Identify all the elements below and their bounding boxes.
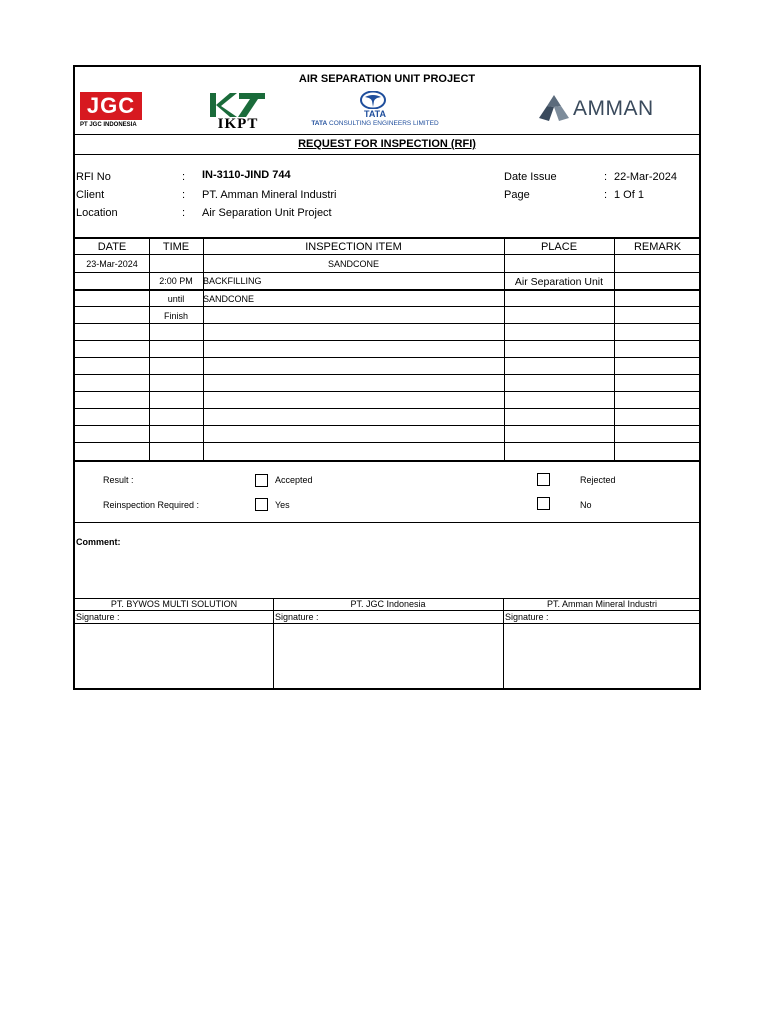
column-header-time: TIME bbox=[162, 241, 190, 253]
result-label: Result : bbox=[103, 475, 134, 485]
colon: : bbox=[604, 171, 608, 183]
colon: : bbox=[604, 189, 608, 201]
row-place: Air Separation Unit bbox=[514, 276, 604, 288]
row-time: until bbox=[167, 294, 185, 304]
column-header-remark: REMARK bbox=[633, 241, 682, 253]
signature-label: Signature : bbox=[505, 612, 549, 622]
colon: : bbox=[182, 171, 186, 183]
accepted-label: Accepted bbox=[275, 475, 313, 485]
location-value: Air Separation Unit Project bbox=[202, 207, 332, 219]
signature-area-jgc[interactable] bbox=[275, 625, 501, 689]
yes-checkbox[interactable] bbox=[255, 498, 268, 511]
rfi-no-value: IN-3110-JIND 744 bbox=[202, 169, 291, 181]
amman-mark-icon bbox=[537, 94, 571, 122]
signature-area-bywos[interactable] bbox=[76, 625, 272, 689]
ikpt-logo: IKPT bbox=[206, 91, 270, 131]
page-label: Page bbox=[504, 189, 530, 201]
rejected-label: Rejected bbox=[580, 475, 616, 485]
form-title: REQUEST FOR INSPECTION (RFI) bbox=[298, 138, 476, 150]
no-checkbox[interactable] bbox=[537, 497, 550, 510]
row-date: 23-Mar-2024 bbox=[86, 259, 138, 269]
tata-logo: TATA TATA CONSULTING ENGINEERS LIMITED bbox=[297, 91, 453, 131]
colon: : bbox=[182, 189, 186, 201]
rejected-checkbox[interactable] bbox=[537, 473, 550, 486]
row-item: SANDCONE bbox=[327, 259, 379, 269]
yes-label: Yes bbox=[275, 500, 290, 510]
page-value: 1 Of 1 bbox=[614, 189, 644, 201]
signature-label: Signature : bbox=[76, 612, 120, 622]
amman-logo: AMMAN bbox=[537, 94, 667, 124]
rfi-no-label: RFI No bbox=[76, 171, 111, 183]
column-header-date: DATE bbox=[97, 241, 127, 253]
colon: : bbox=[182, 207, 186, 219]
date-issue-value: 22-Mar-2024 bbox=[614, 171, 677, 183]
party-jgc: PT. JGC Indonesia bbox=[350, 599, 426, 609]
column-header-place: PLACE bbox=[540, 241, 578, 253]
client-label: Client bbox=[76, 189, 105, 201]
column-header-inspection-item: INSPECTION ITEM bbox=[305, 241, 402, 253]
signature-label: Signature : bbox=[275, 612, 319, 622]
signature-area-amman[interactable] bbox=[505, 625, 699, 689]
row-item: BACKFILLING bbox=[203, 276, 262, 286]
party-amman: PT. Amman Mineral Industri bbox=[546, 599, 658, 609]
row-time: 2:00 PM bbox=[159, 276, 193, 286]
client-value: PT. Amman Mineral Industri bbox=[202, 189, 337, 201]
tata-emblem-icon bbox=[360, 91, 386, 109]
row-item: SANDCONE bbox=[203, 294, 255, 304]
party-bywos: PT. BYWOS MULTI SOLUTION bbox=[110, 599, 238, 609]
row-time: Finish bbox=[163, 311, 188, 321]
reinspection-label: Reinspection Required : bbox=[103, 500, 200, 510]
date-issue-label: Date Issue bbox=[504, 171, 557, 183]
accepted-checkbox[interactable] bbox=[255, 474, 268, 487]
no-label: No bbox=[580, 500, 592, 510]
comment-label: Comment: bbox=[76, 537, 121, 547]
location-label: Location bbox=[76, 207, 118, 219]
rfi-form bbox=[73, 65, 701, 690]
jgc-logo: JGC PT JGC INDONESIA bbox=[80, 92, 144, 130]
project-title: AIR SEPARATION UNIT PROJECT bbox=[298, 73, 476, 85]
